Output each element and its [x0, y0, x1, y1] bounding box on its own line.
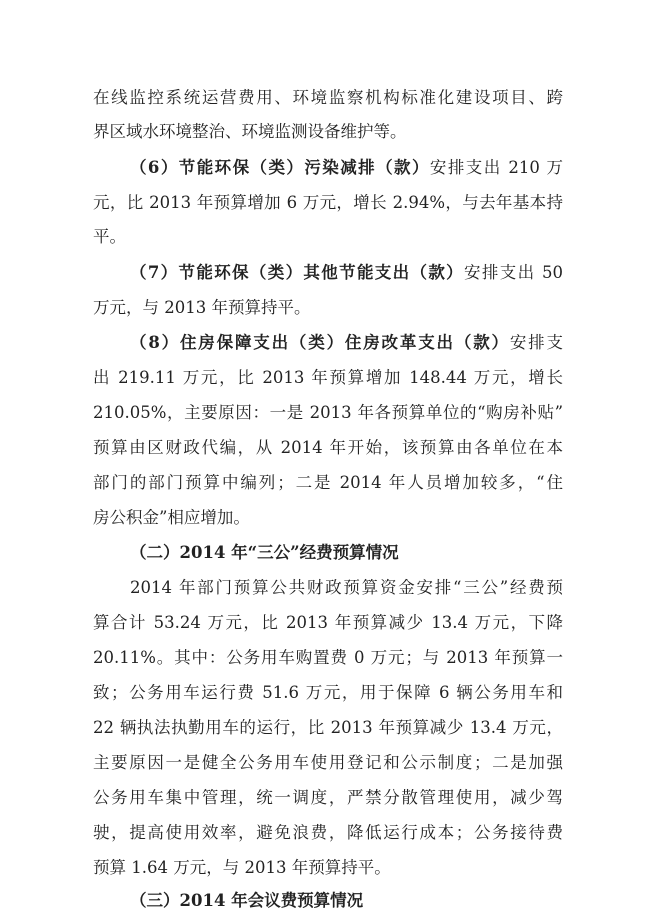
text-line: 房公积金”相应增加。 [93, 508, 250, 527]
item-6-line [130, 157, 563, 179]
text-line: 22 辆执法执勤用车的运行，比 2013 年预算减少 13.4 万元， [93, 718, 563, 737]
text-line: 万元，与 2013 年预算持平。 [93, 298, 311, 317]
text-line: 元，比 2013 年预算增加 6 万元，增长 2.94%，与去年基本持 [93, 193, 563, 212]
text-line: 平。 [93, 227, 126, 246]
text-line: 2014 年部门预算公共财政预算资金安排“三公”经费预 [130, 578, 563, 597]
text-line: 20.11%。其中：公务用车购置费 0 万元；与 2013 年预算一 [93, 648, 563, 667]
section-heading-meeting: （三）2014 年会议费预算情况 [130, 891, 364, 910]
text-line: 在线监控系统运营费用、环境监察机构标准化建设项目、跨 [93, 88, 563, 107]
text-line: 预算由区财政代编，从 2014 年开始，该预算由各单位在本 [93, 438, 563, 457]
text-line: 210.05%，主要原因：一是 2013 年各预算单位的“购房补贴” [93, 403, 563, 422]
item-7-text: 安排支出 50 [464, 263, 563, 282]
text-line: 部门的部门预算中编列；二是 2014 年人员增加较多，“住 [93, 473, 563, 492]
item-8-line [130, 332, 563, 354]
item-8-heading: （8）住房保障支出（类）住房改革支出（款） [130, 333, 510, 352]
text-line: 预算 1.64 万元，与 2013 年预算持平。 [93, 858, 391, 877]
section-heading-sangong: （二）2014 年“三公”经费预算情况 [130, 543, 399, 562]
item-6-text: 安排支出 210 万 [429, 158, 564, 177]
item-6-heading: （6）节能环保（类）污染减排（款） [130, 158, 430, 177]
item-7-line [130, 262, 563, 284]
text-line: 界区域水环境整治、环境监测设备维护等。 [93, 122, 407, 141]
text-line: 公务用车集中管理，统一调度，严禁分散管理使用，减少驾 [93, 788, 563, 807]
item-8-text: 安排支 [509, 333, 563, 352]
text-line: 出 219.11 万元，比 2013 年预算增加 148.44 万元，增长 [93, 368, 563, 387]
item-7-heading: （7）节能环保（类）其他节能支出（款） [130, 263, 465, 282]
text-line: 驶，提高使用效率，避免浪费，降低运行成本；公务接待费 [93, 823, 563, 842]
text-line: 致；公务用车运行费 51.6 万元，用于保障 6 辆公务用车和 [93, 683, 563, 702]
text-line: 主要原因一是健全公务用车使用登记和公示制度；二是加强 [93, 753, 563, 772]
text-line: 算合计 53.24 万元，比 2013 年预算减少 13.4 万元，下降 [93, 613, 563, 632]
